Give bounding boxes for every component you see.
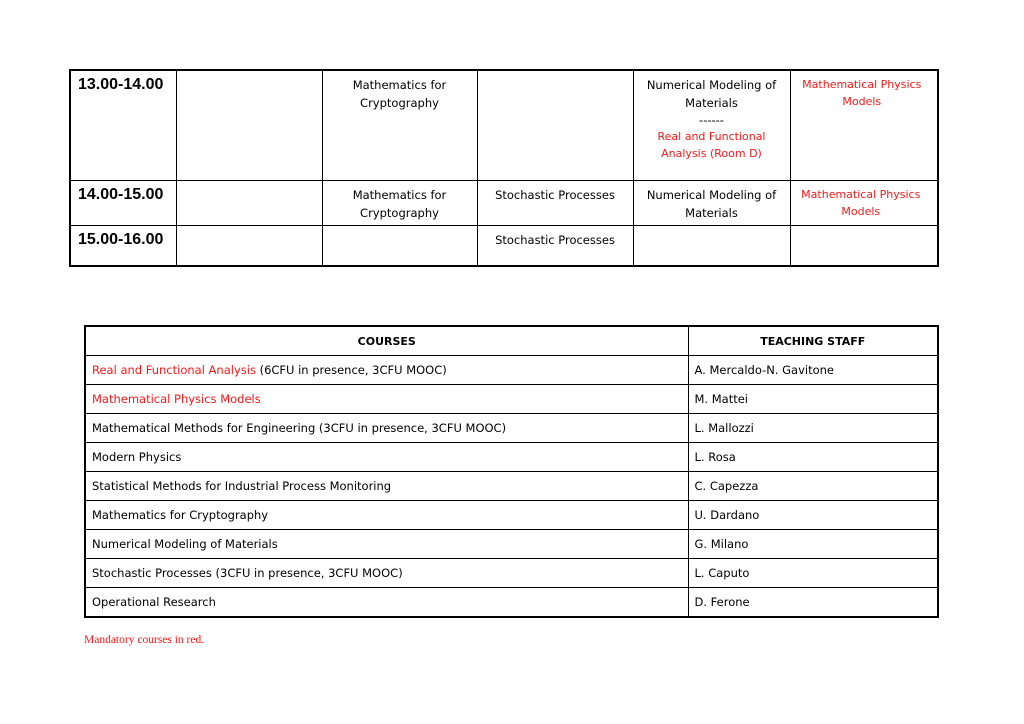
timetable-cell (176, 225, 322, 266)
course-row (85, 472, 938, 501)
course-name-cell (85, 443, 688, 472)
time-slot: 13.00-14.00 (70, 70, 176, 180)
teaching-staff-cell: L. Caputo (688, 559, 938, 588)
timetable-cell (176, 70, 322, 180)
timetable-cell (477, 70, 633, 180)
timetable-cell: Mathematics for Cryptography (322, 180, 477, 225)
course-name-mandatory: Real and Functional Analysis (92, 363, 256, 377)
teaching-staff-cell: C. Capezza (688, 472, 938, 501)
teaching-staff-cell: L. Mallozzi (688, 414, 938, 443)
course-name: Numerical Modeling of Materials (92, 537, 278, 551)
course-name: Operational Research (92, 595, 216, 609)
course-name: Modern Physics (92, 450, 182, 464)
timetable-cell: Numerical Modeling of Materials (633, 180, 790, 225)
timetable-cell (790, 70, 938, 180)
course-name-cell (85, 530, 688, 559)
column-header-teaching-staff: TEACHING STAFF (688, 326, 938, 356)
course-name-cell (85, 472, 688, 501)
teaching-staff-cell: U. Dardano (688, 501, 938, 530)
course-entry-mandatory: Mathematical Physics Models (801, 187, 921, 218)
teaching-staff-cell: G. Milano (688, 530, 938, 559)
timetable-cell: Stochastic Processes (477, 180, 633, 225)
timetable-cell (322, 225, 477, 266)
course-name-cell (85, 385, 688, 414)
course-row (85, 356, 938, 385)
course-name-cell (85, 559, 688, 588)
timetable-row (70, 70, 938, 180)
course-name: Mathematical Methods for Engineering (3CFU in presence, 3CFU MOOC) (92, 421, 507, 435)
course-entry: Numerical Modeling of Materials (646, 78, 777, 110)
timetable-cell (176, 180, 322, 225)
course-row (85, 559, 938, 588)
courses-header-row (85, 326, 938, 356)
course-name-cell (85, 356, 688, 385)
teaching-staff-cell: D. Ferone (688, 588, 938, 618)
course-row (85, 501, 938, 530)
course-credits: (6CFU in presence, 3CFU MOOC) (255, 363, 447, 377)
course-entry-mandatory: Real and Functional Analysis (Room D) (657, 130, 766, 160)
timetable (69, 69, 939, 267)
course-name: Stochastic Processes (3CFU in presence, 3CFU MOOC) (92, 566, 403, 580)
course-row (85, 588, 938, 618)
timetable-cell (633, 225, 790, 266)
time-slot: 14.00-15.00 (70, 180, 176, 225)
course-row (85, 443, 938, 472)
timetable-cell (790, 225, 938, 266)
timetable-row (70, 225, 938, 266)
entry-separator: ------ (699, 113, 724, 127)
timetable-cell (633, 70, 790, 180)
course-row (85, 530, 938, 559)
course-entry-mandatory: Mathematical Physics Models (802, 78, 922, 108)
timetable-cell: Mathematics for Cryptography (322, 70, 477, 180)
column-header-courses: COURSES (85, 326, 688, 356)
course-name-cell (85, 501, 688, 530)
timetable-cell: Stochastic Processes (477, 225, 633, 266)
timetable-row (70, 180, 938, 225)
teaching-staff-cell: A. Mercaldo-N. Gavitone (688, 356, 938, 385)
teaching-staff-cell: L. Rosa (688, 443, 938, 472)
course-name-cell (85, 414, 688, 443)
courses-table (84, 325, 939, 618)
course-name: Statistical Methods for Industrial Process Monitoring (92, 479, 392, 493)
course-name-cell (85, 588, 688, 618)
teaching-staff-cell: M. Mattei (688, 385, 938, 414)
course-row (85, 414, 938, 443)
time-slot: 15.00-16.00 (70, 225, 176, 266)
mandatory-note: Mandatory courses in red. (84, 634, 205, 646)
course-name-mandatory: Mathematical Physics Models (92, 392, 261, 406)
course-row (85, 385, 938, 414)
timetable-cell (790, 180, 938, 225)
course-name: Mathematics for Cryptography (92, 508, 269, 522)
